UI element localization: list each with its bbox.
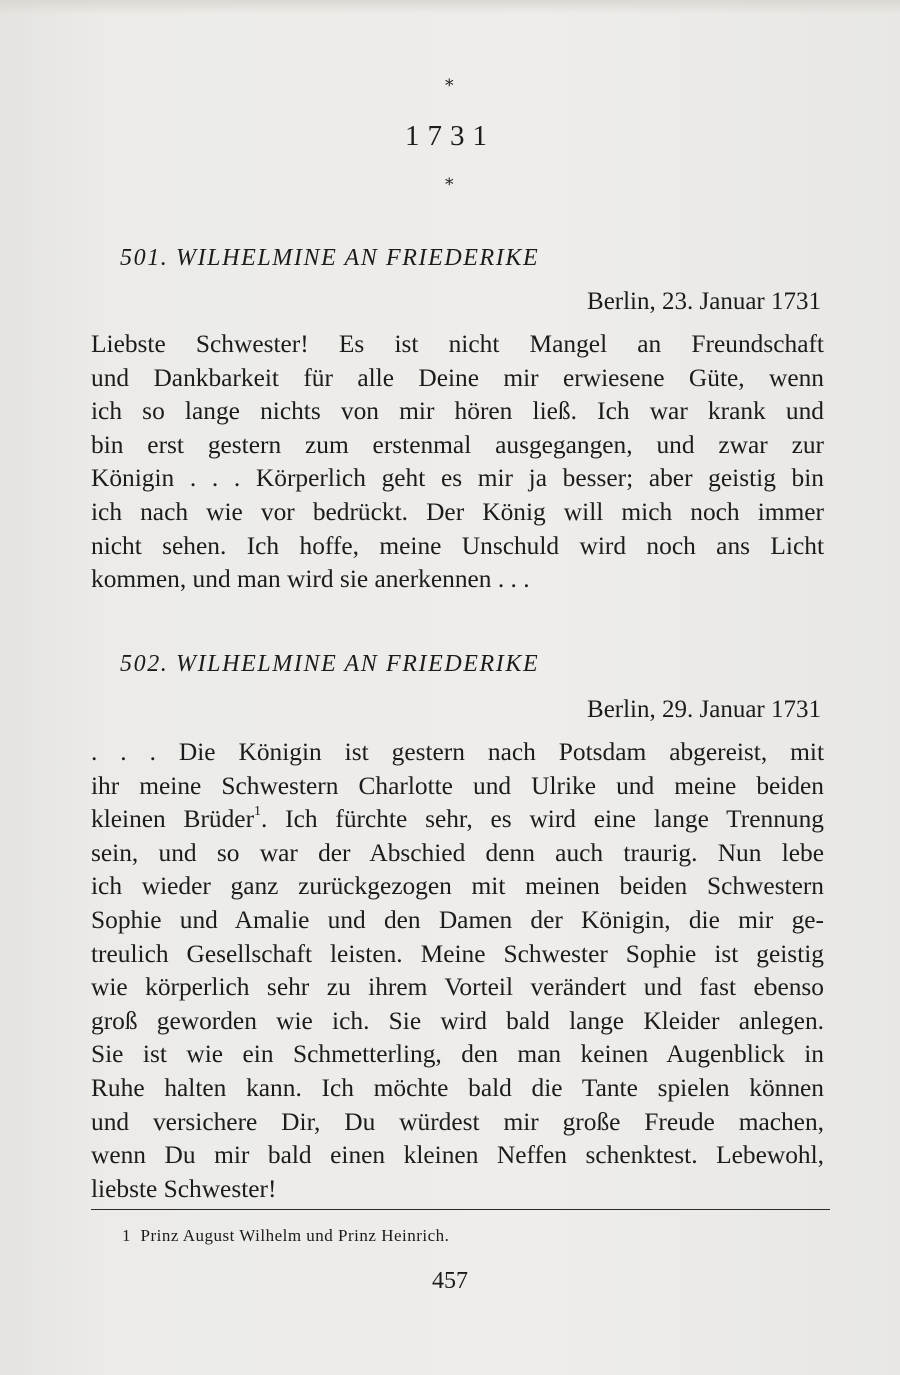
text-line: bin erst gestern zum erstenmal ausgegangen, und zwar zur (91, 430, 824, 459)
text-fragment: . Ich fürchte sehr, es wird eine lange Trennung (261, 805, 825, 834)
text-line: treulich Gesellschaft leisten. Meine Schwester Sophie ist geistig (91, 939, 824, 968)
text-line: ihr meine Schwestern Charlotte und Ulrike und meine beiden (91, 771, 824, 800)
year-heading: 1731 (405, 120, 495, 152)
text-line: und Dankbarkeit für alle Deine mir erwiesene Güte, wenn (91, 363, 824, 392)
footnote (122, 1226, 449, 1246)
footnote-divider (91, 1209, 830, 1210)
page-edge-shadow (0, 0, 900, 14)
text-line: Ruhe halten kann. Ich möchte bald die Tante spielen können (91, 1073, 824, 1102)
text-line: . . . Die Königin ist gestern nach Potsdam abgereist, mit (91, 738, 824, 766)
letter-body-502 (91, 736, 824, 1206)
text-line: Liebste Schwester! Es ist nicht Mangel an Freundschaft (91, 330, 824, 358)
page-number: 457 (432, 1268, 468, 1294)
text-line: kommen, und man wird sie anerkennen . . . (91, 565, 530, 594)
footnote-reference: 1 (254, 803, 262, 819)
letter-dateline-502: Berlin, 29. Januar 1731 (587, 696, 821, 723)
text-line: Sie ist wie ein Schmetterling, den man keinen Augenblick in (91, 1040, 824, 1069)
star-ornament-bottom: * (445, 175, 454, 195)
text-line: ich so lange nichts von mir hören ließ. Ich war krank und (91, 397, 824, 426)
footnote-marker: 1 (122, 1226, 131, 1245)
text-line: nicht sehen. Ich hoffe, meine Unschuld wird noch ans Licht (91, 531, 824, 560)
star-ornament-top: * (445, 76, 454, 96)
text-line: ich nach wie vor bedrückt. Der König will mich noch immer (91, 497, 824, 526)
text-line: sein, und so war der Abschied denn auch traurig. Nun lebe (91, 838, 824, 867)
text-line: Sophie und Amalie und den Damen der Königin, die mir ge- (91, 905, 824, 934)
footnote-text: Prinz August Wilhelm und Prinz Heinrich. (140, 1226, 450, 1245)
text-line: wenn Du mir bald einen kleinen Neffen schenktest. Lebewohl, (91, 1141, 824, 1170)
letter-heading-501: 501. WILHELMINE AN FRIEDERIKE (120, 245, 540, 271)
letter-dateline-501: Berlin, 23. Januar 1731 (587, 288, 821, 315)
text-line: wie körperlich sehr zu ihrem Vorteil verändert und fast ebenso (91, 973, 824, 1002)
text-line: groß geworden wie ich. Sie wird bald lange Kleider anlegen. (91, 1006, 824, 1035)
text-fragment: kleinen Brüder (91, 805, 255, 834)
text-line-with-footnote (91, 803, 824, 837)
text-line: ich wieder ganz zurückgezogen mit meinen beiden Schwestern (91, 872, 824, 901)
text-line: liebste Schwester! (91, 1174, 277, 1203)
text-line: und versichere Dir, Du würdest mir große Freude machen, (91, 1107, 824, 1136)
letter-body-501 (91, 328, 824, 597)
letter-heading-502: 502. WILHELMINE AN FRIEDERIKE (120, 651, 540, 677)
text-line: Königin . . . Körperlich geht es mir ja besser; aber geistig bin (91, 464, 824, 493)
